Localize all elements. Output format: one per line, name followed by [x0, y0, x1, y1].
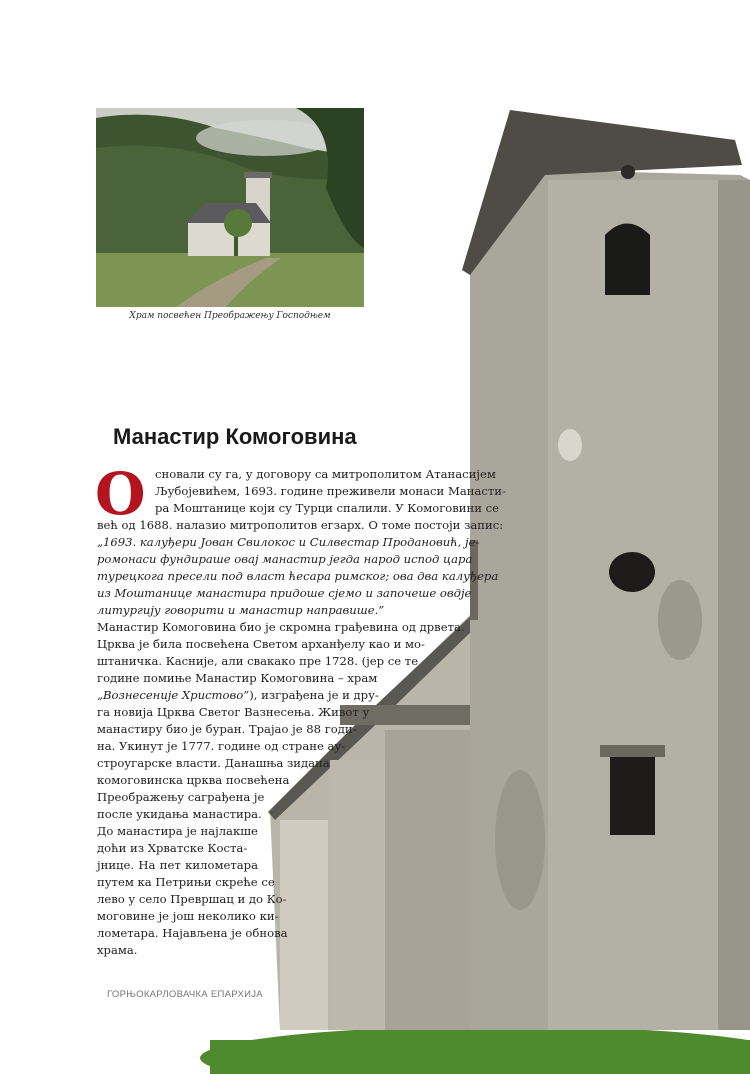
article-line	[97, 670, 378, 687]
article-line	[155, 466, 496, 483]
body-text: ра Моштанице који су Турци спалили. У Комоговини се	[155, 501, 500, 515]
body-text: јнице. На пет километара	[97, 858, 258, 872]
footer-eparchy-label: ГОРЊОКАРЛОВАЧКА ЕПАРХИЈА	[107, 989, 263, 1000]
quote-text: ромонаси фундираше овај манастир јегда народ испод цара	[97, 552, 473, 566]
body-text: манастиру био је буран. Трајао је 88 годи-	[97, 722, 357, 736]
quote-text: „Вознесеније Христово”	[97, 688, 250, 702]
body-text: га новија Црква Светог Вазнесења. Живот у	[97, 705, 370, 719]
body-text: Манастир Комоговина био је скромна грађевина од дрвета.	[97, 620, 465, 634]
body-text: До манастира је најлакше	[97, 824, 258, 838]
drop-cap: О	[95, 460, 146, 528]
article-title: Манастир Комогoвина	[113, 424, 357, 449]
article-line	[97, 806, 262, 823]
article-line	[155, 500, 500, 517]
body-text: Црква је била посвећена Светом арханђелу као и мо-	[97, 637, 425, 651]
article-line	[97, 636, 423, 653]
article-line	[97, 585, 472, 602]
article-line	[97, 942, 157, 959]
article-line	[97, 721, 357, 738]
article-line	[97, 534, 480, 551]
body-text: лево у село Превршац и до Ко-	[97, 892, 287, 906]
quote-text: „1693. калуђери Јован Свилокос и Силвестар Продановић, је-	[97, 535, 480, 549]
body-text: ), изграђена је и дру-	[249, 688, 379, 702]
quote-text: из Моштанице манастира придоше сјемо и започеше овдје	[97, 586, 472, 600]
body-text: лометара. Најављена је обнова	[97, 926, 288, 940]
article-line	[97, 857, 258, 874]
article-line	[97, 755, 330, 772]
article-line	[97, 823, 258, 840]
article-line	[97, 704, 370, 721]
article-body	[95, 460, 506, 959]
body-text: после укидања манастира.	[97, 807, 262, 821]
article-line	[97, 619, 465, 636]
article-line	[97, 687, 379, 704]
article-line	[97, 789, 265, 806]
article-line	[97, 891, 287, 908]
body-text: Љубојевићем, 1693. године преживели монаси Манасти-	[155, 484, 506, 498]
body-text: већ од 1688. налазио митрополитов егзарх. О томе постоји запис:	[97, 518, 504, 532]
body-text: доћи из Хрватске Коста-	[97, 841, 248, 855]
body-text: моговине је још неколико ки-	[97, 909, 279, 923]
body-text: сновали су га, у договору са митрополитом Атанасијем	[155, 467, 496, 481]
article-line	[97, 517, 504, 534]
article-line	[97, 568, 499, 585]
body-text: комоговинска црква посвећена	[97, 773, 290, 787]
quote-text: турецкога пресели под власт ћесара римског; ова два калуђера	[97, 569, 499, 583]
body-text: године помиње Манастир Комоговина – храм	[97, 671, 378, 685]
article-line	[97, 653, 419, 670]
article-line	[97, 925, 288, 942]
body-text: храма.	[97, 943, 138, 957]
article-line	[97, 551, 473, 568]
article-line	[97, 738, 346, 755]
body-text: на. Укинут је 1777. године од стране ау-	[97, 739, 346, 753]
article-line	[97, 908, 279, 925]
quote-text: литургију говорити и манастир направише.”	[97, 603, 385, 617]
body-text: штаничка. Касније, али свакако пре 1728. (јер се те	[97, 654, 419, 668]
article-line	[97, 874, 275, 891]
photo-caption: Храм посвећен Преображењу Господњем	[129, 311, 331, 321]
article-line	[97, 772, 290, 789]
article-line	[97, 602, 455, 619]
body-text: строугарске власти. Данашња зидана	[97, 756, 330, 770]
article-line	[97, 840, 247, 857]
body-text: путем ка Петрињи скреће се	[97, 875, 275, 889]
article-line	[155, 483, 506, 500]
body-text: Преображењу саграђена је	[97, 790, 265, 804]
